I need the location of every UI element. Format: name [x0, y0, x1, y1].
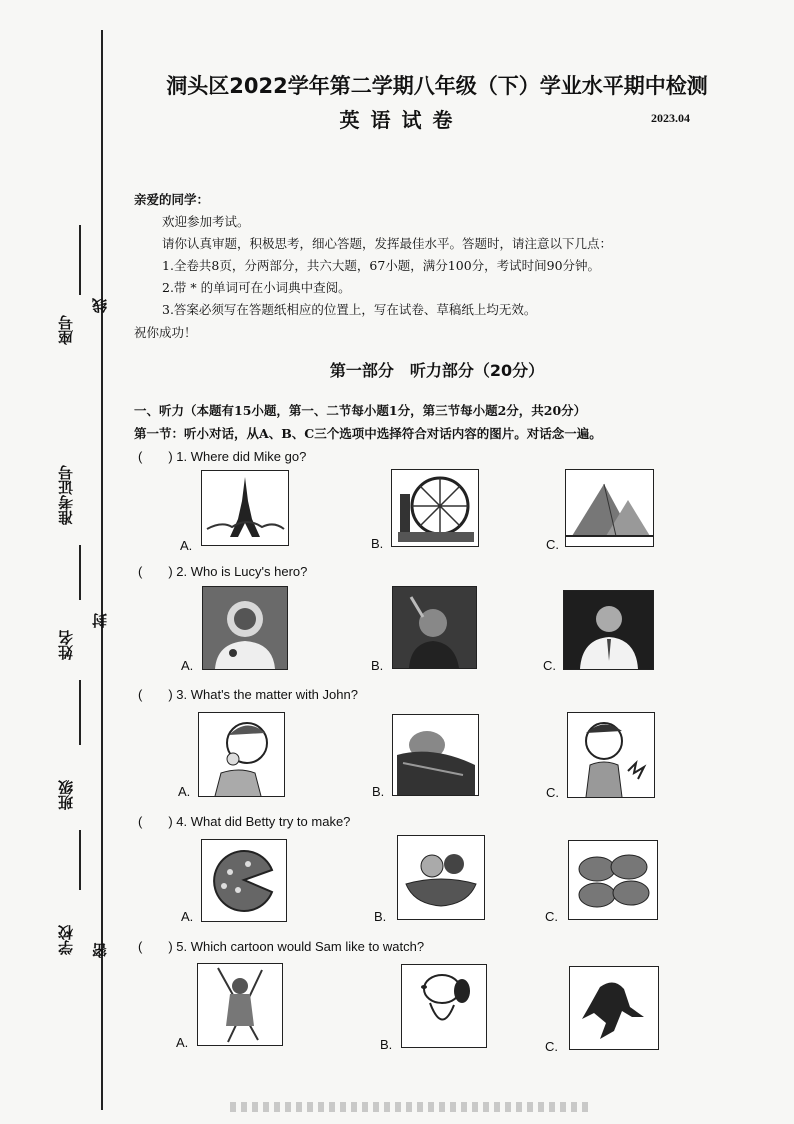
snoopy-icon [401, 964, 487, 1048]
question-stem: ( ) 5. Which cartoon would Sam like to watch? [138, 939, 425, 954]
seat-label: 座号 [57, 315, 75, 345]
line-mark: 线 [91, 298, 109, 314]
astronaut-photo [202, 586, 288, 670]
pizza-icon [201, 839, 287, 922]
mulan-icon [197, 963, 283, 1046]
exam-id-field-line [79, 545, 81, 600]
option-label: A. [181, 909, 194, 924]
option-label: C. [543, 658, 556, 673]
seal-mark: 封 [91, 613, 109, 629]
question-stem: ( ) 2. Who is Lucy's hero? [138, 564, 308, 579]
option-label: A. [178, 784, 191, 799]
option-label: B. [380, 1037, 393, 1052]
instruction-line: 1.全卷共8页，分两部分，共六大题，67小题，满分100分，考试时间90分钟。 [162, 258, 601, 273]
name-label: 姓名 [57, 630, 75, 660]
option-label: B. [372, 784, 385, 799]
greeting: 亲爱的同学： [134, 192, 210, 207]
class-label: 班级 [57, 780, 75, 810]
option-label: B. [371, 658, 384, 673]
fruit-salad-icon [397, 835, 485, 920]
section-heading: 一、听力（本题有15小题，第一、二节每小题1分，第三节每小题2分，共20分） [134, 403, 587, 418]
exam-title: 洞头区2022学年第二学期八年级（下）学业水平期中检测 [166, 74, 708, 98]
option-label: C. [546, 785, 559, 800]
option-label: B. [371, 536, 384, 551]
stomachache-icon [567, 712, 655, 798]
option-label: C. [545, 1039, 558, 1054]
question-stem: ( ) 4. What did Betty try to make? [138, 814, 351, 829]
class-field-line [79, 830, 81, 890]
exam-date: 2023.04 [651, 111, 690, 125]
instruction-line: 3.答案必须写在答题纸相应的位置上，写在试卷、草稿纸上均无效。 [162, 302, 537, 317]
boy-photo [392, 586, 477, 669]
name-field-line [79, 680, 81, 745]
instruction-line: 欢迎参加考试。 [162, 214, 250, 229]
option-label: C. [546, 537, 559, 552]
option-label: C. [545, 909, 558, 924]
pyramids-icon [565, 469, 654, 547]
closing: 祝你成功！ [134, 325, 197, 340]
option-label: A. [180, 538, 193, 553]
sleeping-icon [392, 714, 479, 796]
doctor-photo [563, 590, 654, 670]
spiderman-icon [569, 966, 659, 1050]
question-stem: ( ) 3. What's the matter with John? [138, 687, 358, 702]
secret-mark: 密 [91, 943, 109, 959]
question-stem: ( ) 1. Where did Mike go? [138, 449, 307, 464]
exam-id-label: 准考证号 [57, 465, 75, 525]
cough-icon [198, 712, 285, 797]
paper-subtitle: 英 语 试 卷 [339, 108, 455, 132]
option-label: B. [374, 909, 387, 924]
cookies-icon [568, 840, 658, 920]
school-label: 学校 [57, 925, 75, 955]
option-label: A. [176, 1035, 189, 1050]
page-footer [230, 1102, 590, 1112]
london-eye-icon [391, 469, 479, 547]
instruction-line: 请你认真审题，积极思考，细心答题，发挥最佳水平。答题时，请注意以下几点： [162, 236, 613, 251]
subsection-heading: 第一节：听小对话，从A、B、C三个选项中选择符合对话内容的图片。对话念一遍。 [134, 426, 602, 441]
part-title: 第一部分 听力部分（20分） [329, 361, 545, 380]
seat-field-line [79, 225, 81, 295]
instruction-line: 2.带 * 的单词可在小词典中查阅。 [162, 280, 351, 295]
option-label: A. [181, 658, 194, 673]
eiffel-tower-icon [201, 470, 289, 546]
